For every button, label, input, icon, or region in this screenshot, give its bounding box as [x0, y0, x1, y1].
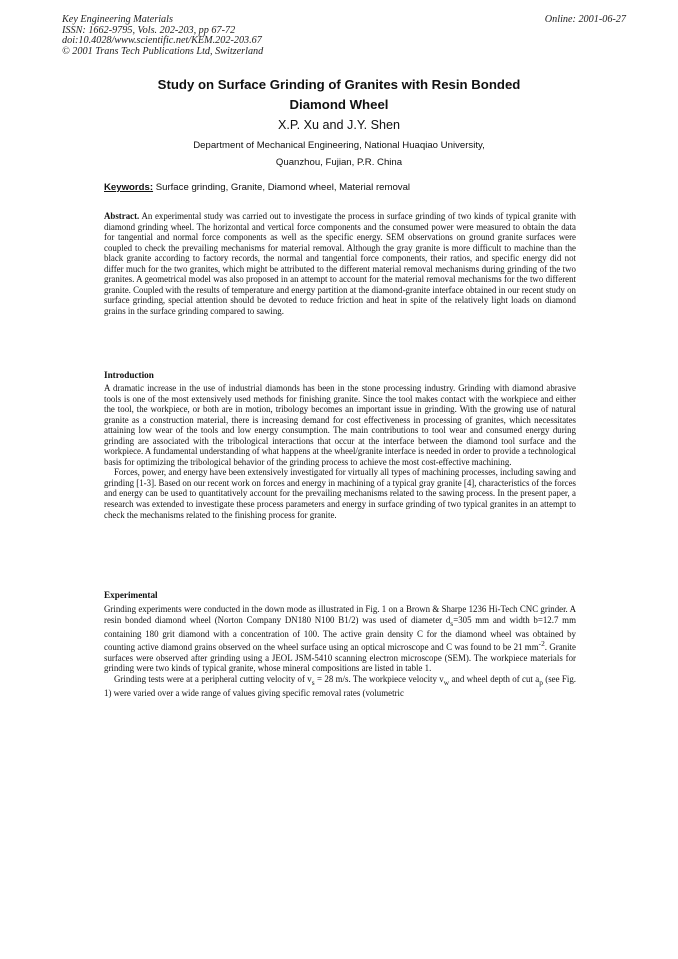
exp-sup-2: -2: [538, 639, 545, 649]
copyright-line: © 2001 Trans Tech Publications Ltd, Switzerland: [62, 45, 264, 57]
introduction-heading: Introduction: [104, 370, 154, 380]
journal-header: [62, 15, 263, 57]
experimental-paragraph-1: [104, 604, 576, 674]
intro-paragraph-2: Forces, power, and energy have been extensively investigated for virtually all types of machining processes, including sawing and grinding [1-3]. Based on our recent work on forces and energy in machining of a typical gray granite [4], characteristics of the forces and energy can be used to quantitatively account for the prevailing mechanisms related to the sawing process. In the present paper, a research was extended to investigate these process parameters and energy in surface grinding of two typical granites in an attempt to check the mechanisms related to the finishing process for granite.: [104, 467, 577, 520]
intro-paragraph-1: A dramatic increase in the use of industrial diamonds has been in the stone processing industry. Grinding with diamond abrasive tools is one of the most extensively used methods for finishing granite. Since the tool makes contact with the workpiece and either the tool, the workpiece, or both are in motion, tribology becomes an important issue in grinding. With the growing use of natural granite as a construction material, there is increasing demand for cost effectiveness in processing of granites, which necessitates attaining low wear of the tools and low energy consumption. The main contributions to tool wear and consumed energy during grinding are associated with the tribological interactions that occur at the interface between the diamond tool surface and the workpiece. A fundamental understanding of what happens at the wheel/granite interface is needed in order to provide a technological basis for optimizing the tribological behavior of the grinding process to achieve the most cost-effective machining.: [104, 383, 576, 467]
abstract: [104, 211, 576, 316]
online-date: Online: 2001-06-27: [544, 14, 626, 25]
affiliation: [0, 138, 678, 171]
exp-sub-s2: s: [311, 677, 315, 687]
keywords: [104, 182, 410, 194]
keywords-text: Surface grinding, Granite, Diamond wheel, Material removal: [153, 182, 411, 193]
abstract-text: An experimental study was carried out to investigate the process in surface grinding of two kinds of typical granite with diamond grinding wheel. The horizontal and vertical force components and the consumed power were measured to obtain the data for tangential and normal force components as well as the specific energy. SEM observations on ground granite surfaces were coupled to check the prevailing mechanisms for material removal. Although the gray granite is more difficult to machine than the black granite according to factory records, the normal and tangential force components, their ratios, and specific energy did not differ much for the two granites, which might be attributed to the different material removal mechanisms during grinding of the two granites. A geometrical model was also proposed in an attempt to account for the material removal mechanisms for the two different granite. Coupled with the results of temperature and energy partition at the diamond-granite interface obtained in our recent study on surface grinding, special attention should be devoted to reduce friction and heat in spite of the relatively light loads on diamond grains in the surface grinding compared to sawing.: [104, 211, 576, 316]
exp-sub-w: w: [443, 677, 450, 687]
issn-line: ISSN: 1662-9795, Vols. 202-203, pp 67-72: [62, 24, 236, 36]
paper-title-line-1: Study on Surface Grinding of Granites with Resin Bonded: [157, 77, 521, 92]
paper-title-line-2: Diamond Wheel: [289, 97, 389, 112]
abstract-paragraph: [104, 211, 576, 316]
experimental-heading: Experimental: [104, 590, 158, 600]
keywords-label: Keywords:: [104, 182, 154, 193]
exp-text-1a: Grinding experiments were conducted in the down mode as illustrated in Fig. 1 on a Brown & Sharpe 1236 Hi-Tech CNC grinder. A resin bonded diamond wheel (Norton Company DN180 N100 B1/2) was used of diameter d: [104, 604, 576, 625]
experimental-section: [104, 604, 576, 699]
exp-text-2c: and wheel depth of cut a: [449, 674, 540, 685]
authors: X.P. Xu and J.Y. Shen: [277, 118, 401, 132]
exp-text-2a: Grinding tests were at a peripheral cutting velocity of v: [114, 674, 312, 685]
exp-text-1b: =305 mm and width b=12.7 mm containing 180 grit diamond with a concentration of 100. The active grain density C for the diamond wheel was obtained by counting active diamond grains observed on the wheel surface using an optical microscope and C was found to be 21 mm: [104, 614, 576, 653]
introduction-section: [104, 383, 576, 520]
exp-text-2d: (see Fig. 1) were varied over a wide range of values giving specific removal rates (volumetric: [104, 674, 576, 699]
abstract-label: Abstract.: [104, 211, 140, 221]
exp-sub-p: p: [539, 677, 543, 687]
doi-line: doi:10.4028/www.scientific.net/KEM.202-203.67: [62, 35, 262, 47]
experimental-paragraph-2: [104, 674, 576, 699]
exp-sub-s: s: [450, 618, 454, 628]
paper-title: [0, 75, 678, 115]
affiliation-line-1: Department of Mechanical Engineering, National Huaqiao University,: [193, 140, 485, 151]
exp-text-2b: = 28 m/s. The workpiece velocity v: [314, 674, 444, 685]
affiliation-line-2: Quanzhou, Fujian, P.R. China: [275, 156, 403, 168]
journal-name: Key Engineering Materials: [62, 14, 173, 25]
exp-text-1c: . Granite surfaces were observed after grinding using a JEOL JSM-5410 scanning electron microscope (SEM). The workpiece materials for grinding were two kinds of typical granite, whose mineral compositions are listed in table 1.: [104, 642, 576, 674]
